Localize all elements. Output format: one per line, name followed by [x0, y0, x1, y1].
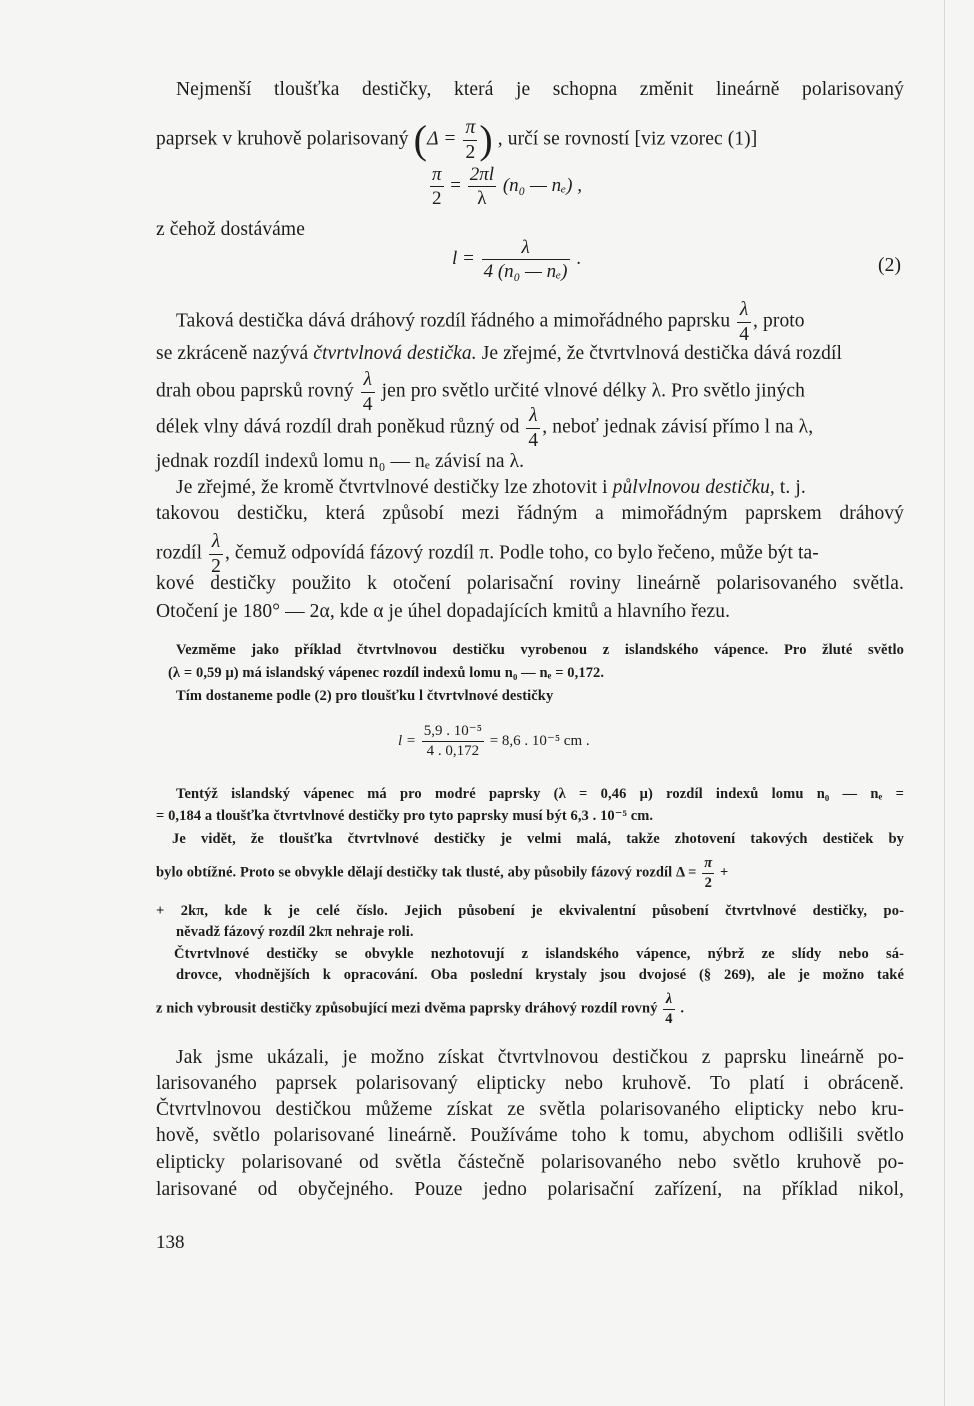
smallprint-line-5: = 0,184 a tloušťka čtvrtvlnové destičky pro tyto paprsky musí být 6,3 . 10⁻⁵ cm. [156, 808, 654, 824]
smallprint-line-6: Je vidět, že tloušťka čtvrtvlnové destičky je velmi malá, takže zhotovení takových destiček by [172, 831, 904, 847]
paragraph-3-line-1: Je zřejmé, že kromě čtvrtvlnové destičky lze zhotovit i půlvlnovou destičku, t. j. [176, 477, 806, 498]
smallprint-line-2: (λ = 0,59 μ) má islandský vápenec rozdíl indexů lomu n₀ — nₑ = 0,172. [168, 665, 605, 681]
smallprint-line-10: Čtvrtvlnové destičky se obvykle nezhotovují z islandského vápence, nýbrž ze slídy nebo sá- [174, 946, 904, 962]
paragraph-4-line-2: larisovaného paprsek polarisovaný elipticky nebo kruhově. To platí i obráceně. [156, 1073, 904, 1094]
z-cehoz-text: z čehož dostáváme [156, 219, 305, 240]
paragraph-3-line-2: takovou destičku, která způsobí mezi řádným a mimořádným paprskem dráhový [156, 503, 904, 524]
paragraph-2-line-4: délek vlny dává rozdíl drah poněkud různý od $\frac{\lambda}{4}$ , neboť jednak závisí přímo l na λ, [156, 405, 814, 451]
paragraph-4-line-5: elipticky polarisované od světla částečně polarisovaného nebo světlo kruhově po- [156, 1152, 904, 1173]
paragraph-4-line-6: larisované od obyčejného. Pouze jedno polarisační zařízení, na příklad nikol, [156, 1179, 904, 1200]
smallprint-line-12: z nich vybrousit destičky způsobující mezi dvěma paprsky dráhový rozdíl rovný $\frac{\lambda}{4}$ . [156, 991, 685, 1027]
smallprint-line-4: Tentýž islandský vápenec má pro modré paprsky (λ = 0,46 μ) rozdíl indexů lomu n₀ — nₑ = [176, 786, 904, 802]
paragraph-3-line-5: Otočení je 180° — 2α, kde α je úhel dopadajících kmitů a hlavního řezu. [156, 601, 731, 622]
paragraph-1-line-1: Nejmenší tloušťka destičky, která je schopna změnit lineárně polarisovaný [176, 79, 904, 100]
smallprint-line-1: Vezměme jako příklad čtvrtvlnovou destičku vyrobenou z islandského vápence. Pro žluté světlo [176, 642, 904, 658]
smallprint-line-3: Tím dostaneme podle (2) pro tloušťku l čtvrtvlnové destičky [176, 688, 554, 704]
smallprint-line-8: + 2kπ, kde k je celé číslo. Jejich působení je ekvivalentní působení čtvrtvlnové destičky, po- [156, 903, 904, 919]
paragraph-2-line-5: jednak rozdíl indexů lomu n₀ — nₑ závisí na λ. [156, 451, 525, 472]
paragraph-2-line-1: Taková destička dává dráhový rozdíl řádného a mimořádného paprsku $\frac{\lambda}{4}$ , proto [176, 299, 805, 345]
equation-thickness: l = $\frac{\lambda}{\text{4 (n₀ — nₑ)}}$ . [452, 237, 581, 282]
paragraph-3-line-4: kové destičky použito k otočení polarisační roviny lineárně polarisovaného světla. [156, 573, 904, 594]
fraction-pi-over-2: $\frac{\pi}{2}$ [465, 117, 476, 163]
paragraph-2-line-3: drah obou paprsků rovný $\frac{\lambda}{4}$ jen pro světlo určité vlnové délky λ. Pro světlo jiných [156, 369, 805, 415]
paragraph-4-line-3: Čtvrtvlnovou destičkou můžeme získat ze světla polarisovaného elipticky nebo kru- [156, 1099, 904, 1120]
paragraph-2-line-2: se zkráceně nazývá čtvrtvlnová destička. Je zřejmé, že čtvrtvlnová destička dává rozdíl [156, 343, 843, 364]
smallprint-line-9: něvadž fázový rozdíl 2kπ nehraje roli. [176, 924, 414, 940]
paragraph-4-line-1: Jak jsme ukázali, je možno získat čtvrtvlnovou destičkou z paprsku lineárně po- [176, 1047, 904, 1068]
smallprint-line-11: drovce, vhodnějších k opracování. Oba poslední krystaly jsou dvojosé (§ 269), ale je možno také [176, 967, 904, 983]
paragraph-4-line-4: hově, světlo polarisované lineárně. Používáme toho k tomu, abychom odlišili světlo [156, 1125, 904, 1146]
paragraph-1-line-2: paprsek v kruhově polarisovaný (Δ = $\frac{\pi}{2}$ ) , určí se rovností [viz vzorec (1)] [156, 117, 758, 163]
example-equation: l = $\frac{\text{5,9 . 10⁻⁵}}{4 . 0,172}$ = 8,6 . 10⁻⁵ cm . [398, 723, 590, 759]
scan-edge-mark [944, 0, 945, 1406]
smallprint-line-7: bylo obtížné. Proto se obvykle dělají destičky tak tlusté, aby působily fázový rozdíl Δ = $\frac{\pi}{2}$ + [156, 855, 729, 891]
paragraph-3-line-3: rozdíl $\frac{\lambda}{2}$ , čemuž odpovídá fázový rozdíl π. Podle toho, co bylo řečeno, může být ta- [156, 531, 819, 577]
page-number: 138 [156, 1232, 185, 1253]
equation-phase: $\frac{\pi}{2}$ = $\frac{2\pi l}{\lambda}$ (n₀ — nₑ) , [432, 164, 582, 209]
equation-number: (2) [878, 255, 902, 276]
